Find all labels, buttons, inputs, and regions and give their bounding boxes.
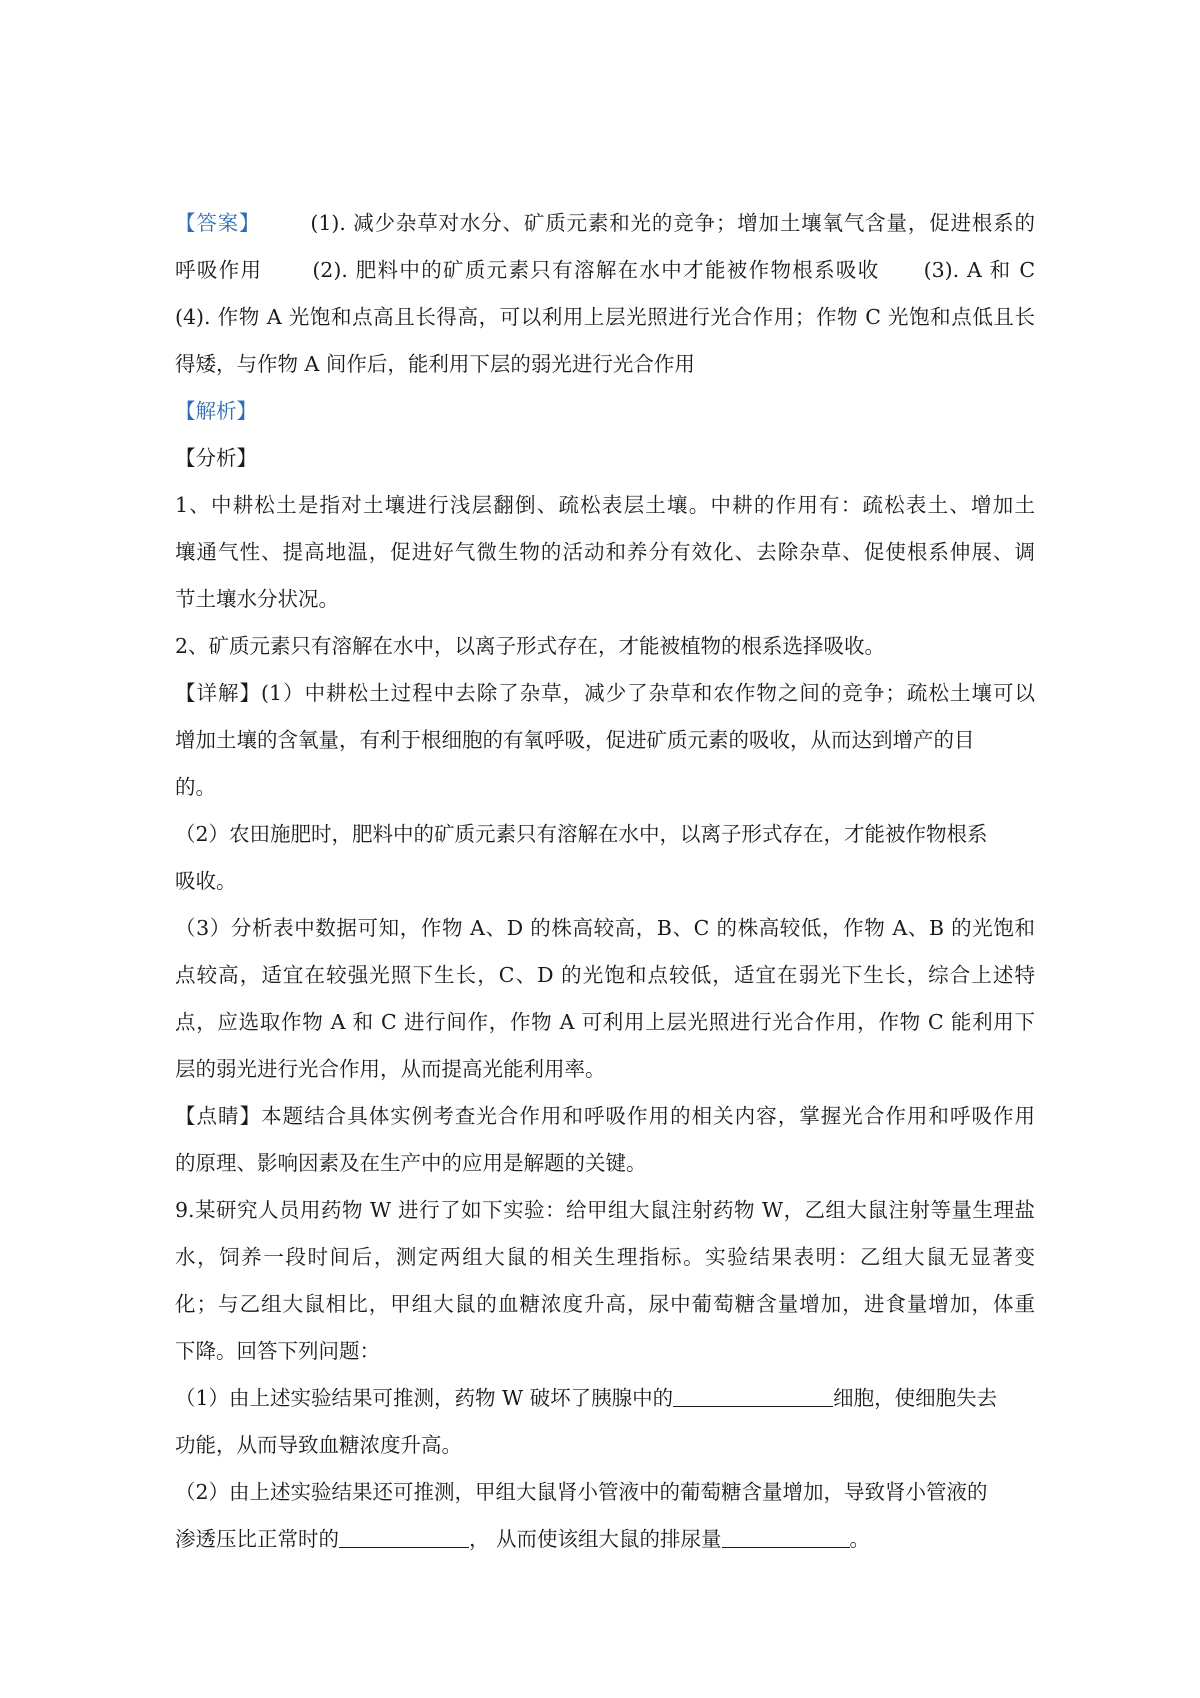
detail-line-1: 【详解】(1）中耕松土过程中去除了杂草，减少了杂草和农作物之间的竞争；疏松土壤可以 (175, 681, 1035, 705)
q9-part2-line-1: （2）由上述实验结果还可推测，甲组大鼠肾小管液中的葡萄糖含量增加，导致肾小管液的 (175, 1480, 988, 1504)
detail2-line-2: 吸收。 (175, 869, 237, 893)
comment-line-2: 的原理、影响因素及在生产中的应用是解题的关键。 (175, 1151, 647, 1175)
analysis-p1-line-1: 1、中耕松土是指对土壤进行浅层翻倒、疏松表层土壤。中耕的作用有：疏松表土、增加土 (175, 493, 1035, 517)
q9-stem-line-4: 下降。回答下列问题： (175, 1339, 380, 1363)
answer-text-1: (1). 减少杂草对水分、矿质元素和光的竞争；增加土壤氧气含量，促进根系的 (310, 211, 1035, 235)
answer-line-3: (4). 作物 A 光饱和点高且长得高，可以利用上层光照进行光合作用；作物 C 光饱和点低且长 (175, 305, 1035, 329)
answer-line-4: 得矮，与作物 A 间作后，能利用下层的弱光进行光合作用 (175, 352, 695, 376)
q9-part1-text-a: （1）由上述实验结果可推测，药物 W 破坏了胰腺中的 (175, 1386, 674, 1410)
comment-line-1: 【点睛】本题结合具体实例考查光合作用和呼吸作用的相关内容，掌握光合作用和呼吸作用 (175, 1104, 1035, 1128)
q9-part1-line-2: 功能，从而导致血糖浓度升高。 (175, 1433, 462, 1457)
analysis-p2: 2、矿质元素只有溶解在水中，以离子形式存在，才能被植物的根系选择吸收。 (175, 634, 886, 658)
q9-part2-text-d: 。 (849, 1527, 871, 1551)
analysis-p1-line-2: 壤通气性、提高地温，促进好气微生物的活动和养分有效化、去除杂草、促使根系伸展、调 (175, 540, 1035, 564)
document-content (175, 200, 1035, 1563)
answer-text-2b: (2). 肥料中的矿质元素只有溶解在水中才能被作物根系吸收 (312, 258, 880, 282)
fill-blank-2 (339, 1529, 469, 1548)
detail3-line-1: （3）分析表中数据可知，作物 A、D 的株高较高，B、C 的株高较低，作物 A、B 的光饱和 (175, 916, 1035, 940)
q9-stem-line-1: 9.某研究人员用药物 W 进行了如下实验：给甲组大鼠注射药物 W，乙组大鼠注射等量生理盐 (175, 1198, 1035, 1222)
detail-line-2: 增加土壤的含氧量，有利于根细胞的有氧呼吸，促进矿质元素的吸收，从而达到增产的目 (175, 728, 975, 752)
q9-part2-text-b: 渗透压比正常时的 (175, 1527, 339, 1551)
analysis-subheading: 【分析】 (175, 446, 257, 470)
q9-part2-text-c: ， 从而使该组大鼠的排尿量 (469, 1527, 722, 1551)
analysis-p1-line-3: 节土壤水分状况。 (175, 587, 339, 611)
answer-text-2c: (3). A 和 C (923, 258, 1035, 282)
detail2-line-1: （2）农田施肥时，肥料中的矿质元素只有溶解在水中，以离子形式存在，才能被作物根系 (175, 822, 988, 846)
analysis-tag: 【解析】 (175, 399, 257, 423)
fill-blank-3 (722, 1529, 850, 1548)
answer-line-1 (175, 200, 1035, 247)
detail3-line-2: 点较高，适宜在较强光照下生长，C、D 的光饱和点较低，适宜在弱光下生长，综合上述特 (175, 963, 1035, 987)
detail-line-3: 的。 (175, 775, 216, 799)
q9-stem-line-3: 化；与乙组大鼠相比，甲组大鼠的血糖浓度升高，尿中葡萄糖含量增加，进食量增加，体重 (175, 1292, 1035, 1316)
detail3-line-4: 层的弱光进行光合作用，从而提高光能利用率。 (175, 1057, 606, 1081)
answer-line-2 (175, 247, 1035, 294)
q9-stem-line-2: 水，饲养一段时间后，测定两组大鼠的相关生理指标。实验结果表明：乙组大鼠无显著变 (175, 1245, 1035, 1269)
answer-text-2a: 呼吸作用 (175, 258, 263, 282)
q9-part2-line-2 (175, 1516, 1035, 1563)
q9-part1-line-1 (175, 1375, 1035, 1422)
answer-tag: 【答案】 (175, 211, 261, 235)
detail3-line-3: 点，应选取作物 A 和 C 进行间作，作物 A 可利用上层光照进行光合作用，作物 C 能利用下 (175, 1010, 1035, 1034)
fill-blank-1 (673, 1388, 833, 1407)
q9-part1-text-b: 细胞，使细胞失去 (833, 1386, 998, 1410)
